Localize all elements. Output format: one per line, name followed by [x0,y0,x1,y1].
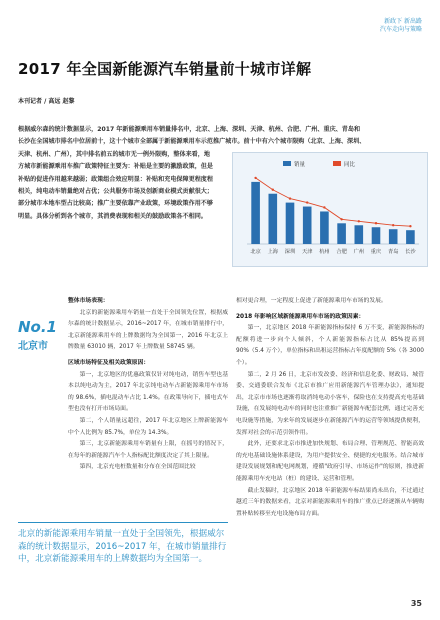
paragraph: 第二，2 月 26 日，北京市发改委、经济和信息化委、财政局、城管委、交通委联合发布《北京市推广应用新能源汽车管理办法》，通知提出，北京市市场也逐渐将取消纯电动小客车，保险也在支持提高充电基础设施，在发展纯电动车的同时也注重推广新能源车配套比例，通过完善充电设施等措施，为来年的发展逐步在新能源汽车的运营等领域提供便利，发挥对社会的示范引领作用。 [236,371,424,436]
bar [337,223,346,244]
byline: 本刊记者 / 高远 赵黎 [18,98,75,105]
bar [320,211,329,244]
trend-point [358,220,360,222]
paragraph: 第一，北京地区 2018 年新能源指标保持 6 万不变，新能源指标的配额将进一步向个人倾斜，个人新能源指标占比从 85%提高到 90%（5.4 万个），单位指标和出租运营指标占年度配额的 5%（各 3000 个）。 [236,325,424,366]
legend-swatch [283,161,291,166]
trend-point [272,189,274,191]
legend-label: 销量 [294,162,306,168]
legend-swatch [333,161,341,166]
paragraph: 第一，北京地区的优惠政策仅针对纯电动，销售车型也基本以纯电动为主，2017 年北京纯电动车占新能源乘用车市场的 98.6%，插电混动车占比 1.4%。在政策导向下，插电式车型也没有打开市场局面。 [68,371,228,413]
lead-line: 根据威尔森的统计数据显示，2017 年新能源乘用车销量排名中，北京、上海、深圳、天津、杭州、合肥、广州、重庆、青岛和 [18,126,361,133]
sales-bar-chart [232,152,428,267]
paragraph: 相对更合理，一定程度上促进了新能源乘用车市场的发展。 [236,298,387,304]
bar [286,203,295,244]
lead-line: 相关，纯电动车销量绝对占优；公共服务市场及创新商业模式贡献很大； [18,188,213,196]
lead-line: 补贴的促进作用越来越弱；政策组合效应明显：补贴和充电保障更程度程 [18,175,213,183]
bar [355,225,364,244]
paragraph: 第四，北京充电桩数量和分布在全国范围比较 [79,464,196,471]
bar [406,230,415,244]
x-tick-label: 深圳 [284,249,296,255]
section-heading: 区域市场特征及相关政策原因： [68,359,150,366]
bar [303,207,312,244]
x-tick-label: 长沙 [405,249,416,255]
lead-line: 天津、杭州、广州），其中排名前五的城市无一例外限购，整体来看，地 [18,150,210,158]
trend-point [306,201,308,203]
column-middle [68,296,228,474]
paragraph: 第三，北京新能源乘用车销量有上限，在摇号的情况下，在每年的新能源汽车个人指标配比额度决定了其上限量。 [68,441,228,459]
paragraph: 此外，还要求北京市推进加快规划、布局合理、管理规范、智能高效的充电基础设施体系建设，为用户提供安全、便捷的充电服务。结合城市建设发展规划和配电网规划，遵循"政府引导、市场运作"的原则，推进新能源乘用车充电站（桩）的建设、运营和管理。 [236,441,424,482]
bar [389,229,398,244]
paragraph: 北京的新能源乘用车销量一直处于全国领先位置，根据威尔森的统计数据显示，2016~2017 年，在城市销量排行中，北京新能源乘用车的上牌数据均为全国第一，2016 年北京上牌数量 63010 辆，2017 年上牌数量 58745 辆。 [68,309,228,351]
x-tick-label: 杭州 [319,249,330,255]
trend-point [340,218,342,220]
section-city: 北京市 [18,341,48,352]
x-tick-label: 青岛 [388,249,399,255]
bar [372,227,381,244]
trend-point [409,225,411,227]
x-tick-label: 北京 [250,249,261,255]
trend-point [375,222,377,224]
section-heading: 2018 年影响区域新能源乘用车市场的政策因素： [236,313,365,320]
section-heading: 整体市场表现： [68,298,109,304]
x-tick-label: 广州 [353,249,364,255]
column-tag-line1: 新政下 新出路 [384,18,422,25]
section-marker [18,318,60,352]
trend-point [289,197,291,199]
paragraph: 第二，个人销量远超往，2017 年北京地区上牌新能源车中个人比例为 85.7%，单位为 14.3%。 [68,417,228,436]
chart-svg [233,153,427,266]
x-tick-label: 重庆 [370,249,382,255]
lead-line: 部分城市本地车型占比较高；推广主要依靠产业政策，环境政策作用不够 [18,200,213,208]
bar [269,194,278,244]
trend-point [323,206,325,208]
bar [251,182,260,244]
section-number: No.1 [18,318,57,336]
legend-label: 同比 [344,162,356,168]
column-tag [380,18,422,34]
paragraph: 截止发稿时，北京地区 2018 年新能源车标结果尚未出台，不过通过越近三年的数据来看，北京对新能源乘用车的推广重点已经逐渐从车辆购置补贴转移至充电设施布局方面。 [236,487,424,517]
pull-quote: 北京的新能源乘用车销量一直处于全国领先，根据威尔森的统计数据显示，2016~2017 年，在城市销量排行中，北京新能源乘用车的上牌数据均为全国第一。 [18,522,228,566]
x-tick-label: 合肥 [336,249,347,255]
trend-point [392,224,394,226]
lead-line: 长沙在全国城市排名中位居前十，这十个城市全部属于新能源乘用车示范推广城市。前十中有六个城市限购（北京、上海、深圳、 [18,138,366,146]
trend-point [254,177,256,179]
x-tick-label: 上海 [267,249,278,255]
page-number-value: 35 [410,599,422,608]
lead-line: 明显。具体分析到各个城市，其消费表现和相关的鼓励政策各不相同。 [18,212,207,220]
article-title: 2017 年全国新能源汽车销量前十城市详解 [18,60,312,78]
column-tag-line2: 汽车走向与策略 [379,26,422,33]
x-tick-label: 天津 [302,249,313,255]
trend-line [256,178,411,226]
column-right [236,296,424,520]
lead-line: 方城市新能源乘用车推广政策特征主要为：补贴是主要的激励政策，但是 [18,163,213,171]
page-number [411,599,422,608]
